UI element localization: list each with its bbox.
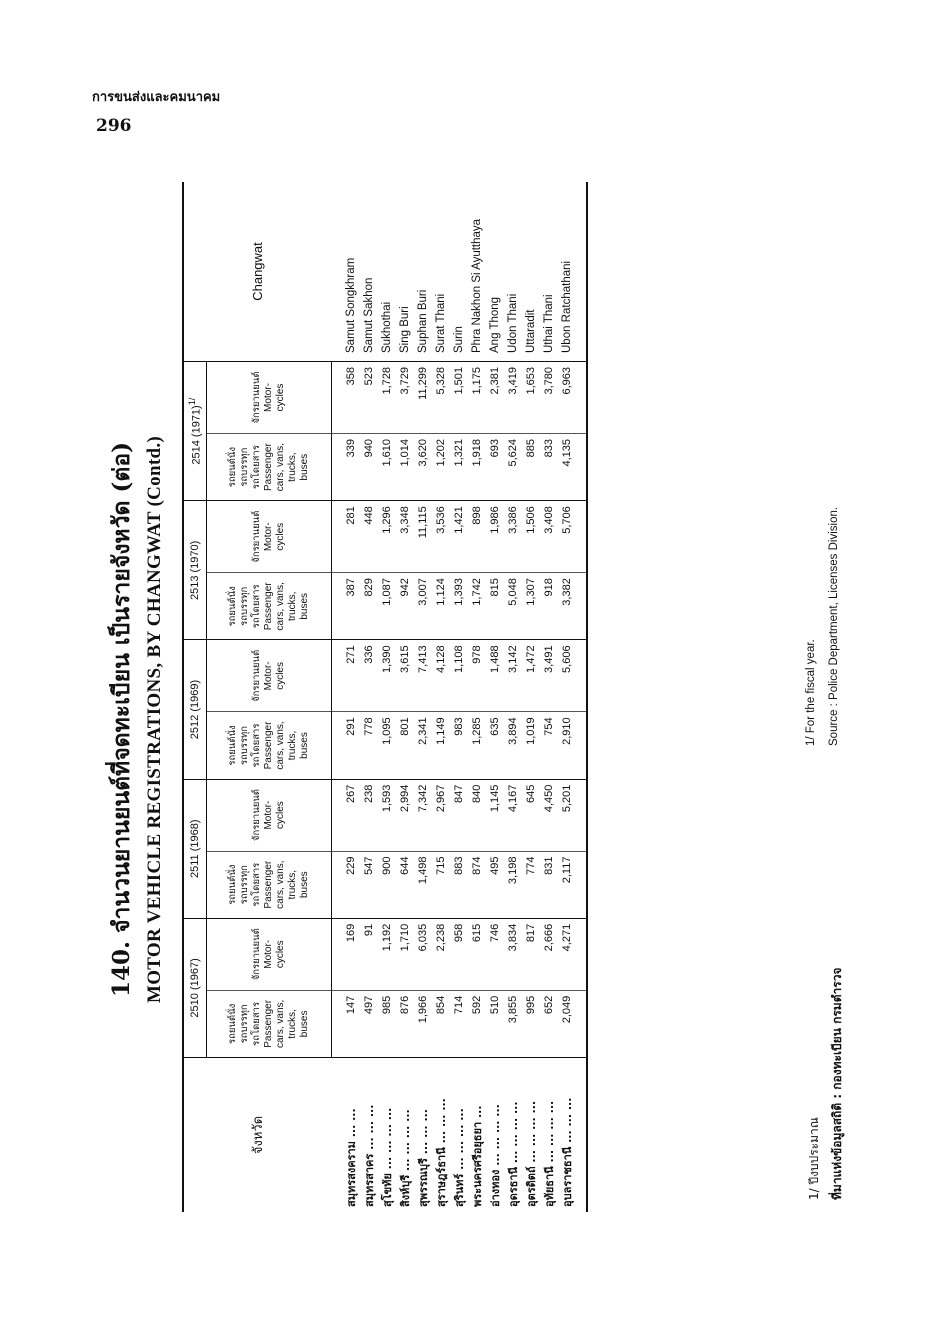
header-motorcycles-en-2: cycles	[275, 940, 286, 969]
motorcycles-value: 3,536	[432, 501, 450, 573]
header-passenger-cars-en-2: cars, vans,	[275, 582, 286, 631]
motorcycles-value: 3,780	[540, 362, 558, 434]
changwat-english-name: Surat Thani	[432, 182, 450, 362]
header-motorcycles-en-1: Motor-	[263, 383, 274, 412]
passenger-cars-value: 885	[522, 433, 540, 500]
passenger-cars-value: 1,095	[378, 712, 396, 779]
header-passenger-cars-en-4: buses	[299, 871, 310, 899]
changwat-thai-name: สุราษฎร์ธานี ... ... ...	[434, 1098, 448, 1207]
passenger-cars-value: 693	[486, 433, 504, 500]
table-row	[486, 182, 504, 1212]
header-motorcycles-en-1: Motor-	[263, 939, 274, 969]
motorcycles-value: 1,472	[522, 640, 540, 712]
header-motorcycles-thai: จักรยานยนต์	[251, 928, 262, 981]
motorcycles-value: 1,501	[450, 362, 468, 434]
passenger-cars-value: 2,910	[558, 712, 587, 779]
motorcycles-value: 1,421	[450, 501, 468, 573]
passenger-cars-value: 833	[540, 433, 558, 500]
header-passenger-cars-thai-2: รถบรรทุก	[239, 447, 250, 487]
header-passenger-cars-thai-1: รถยนต์นั่ง	[227, 725, 238, 766]
header-motorcycles	[207, 362, 332, 434]
header-passenger-cars-en-1: Passenger	[263, 582, 274, 631]
table-row	[332, 182, 360, 1212]
header-motorcycles-en-2: cycles	[275, 522, 286, 551]
motorcycles-value: 840	[468, 779, 486, 851]
header-passenger-cars-en-3: trucks,	[287, 869, 298, 900]
passenger-cars-value: 547	[360, 851, 378, 918]
table-row	[378, 182, 396, 1212]
motorcycles-value: 5,201	[558, 779, 587, 851]
motorcycles-value: 1,108	[450, 640, 468, 712]
header-passenger-cars-en-2: cars, vans,	[275, 442, 286, 492]
passenger-cars-value: 801	[396, 712, 414, 779]
header-year-1967: 2510 (1967)	[183, 918, 207, 1057]
header-year-1969: 2512 (1969)	[183, 640, 207, 779]
changwat-english-name: Uthai Thani	[540, 182, 558, 362]
header-passenger-cars-en-4: buses	[299, 1010, 310, 1038]
passenger-cars-value: 4,135	[558, 433, 587, 500]
passenger-cars-value: 1,149	[432, 712, 450, 779]
passenger-cars-value: 3,198	[504, 851, 522, 918]
passenger-cars-value: 1,285	[468, 712, 486, 779]
motorcycles-value: 5,706	[558, 501, 587, 573]
motorcycles-value: 1,296	[378, 501, 396, 573]
header-passenger-cars-thai-2: รถบรรทุก	[239, 1004, 250, 1044]
header-passenger-cars-thai-3: รถโดยสาร	[251, 1001, 262, 1046]
passenger-cars-value: 831	[540, 851, 558, 918]
changwat-english-name: Surin	[450, 182, 468, 362]
header-motorcycles-en-1: Motor-	[263, 522, 274, 552]
header-motorcycles-thai: จักรยานยนต์	[251, 789, 262, 842]
header-motorcycles-en-2: cycles	[275, 383, 286, 412]
motorcycles-value: 3,408	[540, 501, 558, 573]
motorcycles-value: 746	[486, 918, 504, 990]
passenger-cars-value: 387	[332, 573, 360, 640]
passenger-cars-value: 147	[332, 990, 360, 1057]
header-motorcycles	[207, 779, 332, 851]
motorcycles-value: 169	[332, 918, 360, 990]
passenger-cars-value: 942	[396, 573, 414, 640]
motorcycles-value: 817	[522, 918, 540, 990]
header-motorcycles-en-1: Motor-	[263, 800, 274, 830]
header-motorcycles	[207, 501, 332, 573]
motorcycles-value: 4,271	[558, 918, 587, 990]
motorcycles-value: 3,348	[396, 501, 414, 573]
header-passenger-cars-en-1: Passenger	[263, 443, 274, 492]
motorcycles-value: 281	[332, 501, 360, 573]
changwat-thai-name: สุโขทัย ... ... ... ...	[380, 1107, 394, 1207]
motorcycles-value: 1,710	[396, 918, 414, 990]
motorcycles-value: 1,192	[378, 918, 396, 990]
motorcycles-value: 448	[360, 501, 378, 573]
header-passenger-cars-en-1: Passenger	[263, 860, 274, 909]
passenger-cars-value: 983	[450, 712, 468, 779]
motorcycles-value: 2,666	[540, 918, 558, 990]
passenger-cars-value: 592	[468, 990, 486, 1057]
passenger-cars-value: 883	[450, 851, 468, 918]
header-passenger-cars-en-3: trucks,	[287, 730, 298, 761]
motorcycles-value: 523	[360, 362, 378, 434]
passenger-cars-value: 774	[522, 851, 540, 918]
motorcycles-value: 3,142	[504, 640, 522, 712]
motorcycles-value: 958	[450, 918, 468, 990]
header-passenger-cars-thai-1: รถยนต์นั่ง	[227, 1003, 238, 1044]
table-row	[396, 182, 414, 1212]
passenger-cars-value: 3,007	[414, 573, 432, 640]
table-body	[332, 182, 587, 1212]
motorcycles-value: 7,342	[414, 779, 432, 851]
passenger-cars-value: 1,321	[450, 433, 468, 500]
header-motorcycles-en-2: cycles	[275, 801, 286, 829]
header-motorcycles-en-2: cycles	[275, 662, 286, 690]
motorcycles-value: 5,328	[432, 362, 450, 434]
changwat-thai-name: อุดรธานี ... ... ... ...	[506, 1101, 520, 1207]
header-motorcycles-thai: จักรยานยนต์	[251, 510, 262, 563]
header-motorcycles	[207, 640, 332, 712]
passenger-cars-value: 940	[360, 433, 378, 500]
fiscal-year-footnote-mark: 1/	[187, 397, 198, 406]
motorcycles-value: 978	[468, 640, 486, 712]
header-passenger-cars-thai-1: รถยนต์นั่ง	[227, 447, 238, 488]
passenger-cars-value: 1,087	[378, 573, 396, 640]
changwat-english-name: Udon Thani	[504, 182, 522, 362]
passenger-cars-value: 754	[540, 712, 558, 779]
header-passenger-cars	[207, 573, 332, 640]
motorcycles-value: 4,167	[504, 779, 522, 851]
header-changwat-english: Changwat	[183, 182, 332, 362]
section-heading: การขนส่งและคมนาคม	[92, 90, 221, 105]
passenger-cars-value: 497	[360, 990, 378, 1057]
motorcycles-value: 1,390	[378, 640, 396, 712]
passenger-cars-value: 1,307	[522, 573, 540, 640]
motorcycles-value: 3,729	[396, 362, 414, 434]
page-number: 296	[96, 116, 132, 136]
header-year-1970: 2513 (1970)	[183, 501, 207, 640]
header-passenger-cars-en-2: cars, vans,	[275, 721, 286, 770]
motorcycles-value: 3,419	[504, 362, 522, 434]
motorcycles-value: 267	[332, 779, 360, 851]
passenger-cars-value: 715	[432, 851, 450, 918]
changwat-thai-name: สุพรรณบุรี ... ... ...	[416, 1109, 430, 1207]
changwat-english-name: Ang Thong	[486, 182, 504, 362]
passenger-cars-value: 714	[450, 990, 468, 1057]
table-row	[360, 182, 378, 1212]
passenger-cars-value: 635	[486, 712, 504, 779]
motorcycles-value: 2,381	[486, 362, 504, 434]
header-passenger-cars	[207, 433, 332, 500]
header-year-1971	[183, 362, 207, 501]
changwat-thai-name: สมุทรสงคราม ... ...	[344, 1108, 358, 1207]
header-passenger-cars-thai-3: รถโดยสาร	[251, 584, 262, 629]
passenger-cars-value: 1,742	[468, 573, 486, 640]
motorcycles-value: 1,653	[522, 362, 540, 434]
motorcycles-value: 11,299	[414, 362, 432, 434]
motorcycles-value: 11,115	[414, 501, 432, 573]
header-passenger-cars-thai-3: รถโดยสาร	[251, 445, 262, 490]
motorcycles-value: 1,145	[486, 779, 504, 851]
header-passenger-cars-en-3: trucks,	[287, 591, 298, 622]
source-english: Source : Police Department, Licenses Division.	[828, 506, 840, 746]
changwat-thai-name: อุบลราชธานี ... ... ...	[558, 1058, 587, 1213]
motorcycles-value: 238	[360, 779, 378, 851]
footnote-english: 1/ For the fiscal year.	[805, 639, 817, 746]
passenger-cars-value: 291	[332, 712, 360, 779]
passenger-cars-value: 3,855	[504, 990, 522, 1057]
title-thai: 140. จำนวนยานยนต์ที่จดทะเบียน เป็นรายจังหวัด (ต่อ)	[108, 442, 135, 997]
passenger-cars-value: 5,624	[504, 433, 522, 500]
motorcycles-value: 271	[332, 640, 360, 712]
changwat-thai-name: สุรินทร์ ... ... ... ...	[452, 1108, 466, 1207]
header-motorcycles-en-1: Motor-	[263, 661, 274, 691]
passenger-cars-value: 985	[378, 990, 396, 1057]
header-passenger-cars-thai-2: รถบรรทุก	[239, 865, 250, 905]
motorcycles-value: 1,506	[522, 501, 540, 573]
passenger-cars-value: 900	[378, 851, 396, 918]
header-motorcycles-thai: จักรยานยนต์	[251, 649, 262, 702]
passenger-cars-value: 3,620	[414, 433, 432, 500]
motorcycles-value: 358	[332, 362, 360, 434]
changwat-english-name: Samut Sakhon	[360, 182, 378, 362]
passenger-cars-value: 644	[396, 851, 414, 918]
motorcycles-value: 1,593	[378, 779, 396, 851]
changwat-thai-name: อุทัยธานี ... ... ... ...	[542, 1100, 556, 1207]
table-row	[540, 182, 558, 1212]
passenger-cars-value: 1,019	[522, 712, 540, 779]
passenger-cars-value: 229	[332, 851, 360, 918]
changwat-thai-name: อุตรดิตถ์ ... ... ... ...	[524, 1100, 538, 1207]
header-year-1968: 2511 (1968)	[183, 779, 207, 918]
motorcycles-value: 3,491	[540, 640, 558, 712]
passenger-cars-value: 815	[486, 573, 504, 640]
motorcycles-value: 7,413	[414, 640, 432, 712]
motorcycles-value: 1,175	[468, 362, 486, 434]
motorcycles-value: 615	[468, 918, 486, 990]
passenger-cars-value: 829	[360, 573, 378, 640]
table-row	[432, 182, 450, 1212]
header-passenger-cars	[207, 851, 332, 918]
passenger-cars-value: 995	[522, 990, 540, 1057]
header-passenger-cars-en-1: Passenger	[263, 721, 274, 770]
changwat-english-name: Sukhothai	[378, 182, 396, 362]
changwat-thai-name: สมุทรสาคร ... ... ...	[362, 1104, 376, 1207]
table-row	[558, 182, 587, 1212]
header-passenger-cars-thai-2: รถบรรทุก	[239, 725, 250, 766]
header-motorcycles	[207, 918, 332, 990]
passenger-cars-value: 1,124	[432, 573, 450, 640]
header-passenger-cars-thai-3: รถโดยสาร	[251, 723, 262, 768]
header-passenger-cars-en-2: cars, vans,	[275, 999, 286, 1049]
passenger-cars-value: 495	[486, 851, 504, 918]
motorcycles-value: 1,488	[486, 640, 504, 712]
changwat-english-name: Sing Buri	[396, 182, 414, 362]
passenger-cars-value: 854	[432, 990, 450, 1057]
motorcycles-value: 2,994	[396, 779, 414, 851]
table-row	[468, 182, 486, 1212]
changwat-english-name: Samut Songkhram	[332, 182, 360, 362]
footnote-thai: 1/ ปีงบประมาณ	[807, 1117, 821, 1200]
changwat-english-name: Phra Nakhon Si Ayutthaya	[468, 182, 486, 362]
motorcycles-value: 1,728	[378, 362, 396, 434]
passenger-cars-value: 1,014	[396, 433, 414, 500]
passenger-cars-value: 652	[540, 990, 558, 1057]
header-passenger-cars-thai-2: รถบรรทุก	[239, 586, 250, 626]
header-passenger-cars-en-3: trucks,	[287, 1009, 298, 1039]
header-passenger-cars-en-4: buses	[299, 592, 310, 620]
passenger-cars-value: 3,894	[504, 712, 522, 779]
table-row	[450, 182, 468, 1212]
header-motorcycles-thai: จักรยานยนต์	[251, 371, 262, 424]
motorcycles-value: 3,386	[504, 501, 522, 573]
motorcycles-value: 91	[360, 918, 378, 990]
motorcycles-value: 5,606	[558, 640, 587, 712]
changwat-english-name: Ubon Ratchathani	[558, 182, 587, 362]
header-passenger-cars-en-4: buses	[299, 732, 310, 759]
motorcycles-value: 1,986	[486, 501, 504, 573]
table-row	[504, 182, 522, 1212]
passenger-cars-value: 918	[540, 573, 558, 640]
motorcycles-value: 3,834	[504, 918, 522, 990]
passenger-cars-value: 510	[486, 990, 504, 1057]
passenger-cars-value: 1,498	[414, 851, 432, 918]
table-row	[522, 182, 540, 1212]
changwat-thai-name: สิงห์บุรี ... ... ... ...	[398, 1109, 412, 1207]
header-passenger-cars-en-2: cars, vans,	[275, 860, 286, 909]
motorcycles-value: 4,450	[540, 779, 558, 851]
changwat-thai-name: พระนครศรีอยุธยา ...	[470, 1105, 484, 1207]
motorcycles-value: 4,128	[432, 640, 450, 712]
header-year-1971-label: 2514 (1971)	[190, 405, 203, 465]
passenger-cars-value: 876	[396, 990, 414, 1057]
motorcycles-value: 645	[522, 779, 540, 851]
changwat-english-name: Suphan Buri	[414, 182, 432, 362]
motorcycles-value: 6,035	[414, 918, 432, 990]
passenger-cars-value: 5,048	[504, 573, 522, 640]
passenger-cars-value: 1,393	[450, 573, 468, 640]
table-row	[414, 182, 432, 1212]
passenger-cars-value: 3,382	[558, 573, 587, 640]
passenger-cars-value: 2,049	[558, 990, 587, 1057]
header-passenger-cars-en-1: Passenger	[263, 999, 274, 1048]
passenger-cars-value: 2,117	[558, 851, 587, 918]
passenger-cars-value: 874	[468, 851, 486, 918]
passenger-cars-value: 2,341	[414, 712, 432, 779]
passenger-cars-value: 1,966	[414, 990, 432, 1057]
header-passenger-cars	[207, 990, 332, 1057]
motorcycles-value: 2,967	[432, 779, 450, 851]
registrations-table	[182, 182, 588, 1212]
passenger-cars-value: 1,202	[432, 433, 450, 500]
motorcycles-value: 3,615	[396, 640, 414, 712]
header-passenger-cars-thai-1: รถยนต์นั่ง	[227, 586, 238, 627]
changwat-english-name: Uttaradit	[522, 182, 540, 362]
header-passenger-cars-thai-1: รถยนต์นั่ง	[227, 864, 238, 905]
title-english: MOTOR VEHICLE REGISTRATIONS, BY CHANGWAT (Contd.)	[144, 435, 165, 1004]
changwat-thai-name: อ่างทอง ... ... ... ...	[488, 1104, 502, 1207]
passenger-cars-value: 339	[332, 433, 360, 500]
header-changwat-thai: จังหวัด	[183, 1058, 332, 1213]
header-passenger-cars-en-4: buses	[299, 453, 310, 481]
motorcycles-value: 847	[450, 779, 468, 851]
motorcycles-value: 336	[360, 640, 378, 712]
source-thai: ที่มาแห่งข้อมูลสถิติ : กองทะเบียน กรมตำรวจ	[830, 967, 844, 1200]
passenger-cars-value: 778	[360, 712, 378, 779]
motorcycles-value: 6,963	[558, 362, 587, 434]
header-passenger-cars-thai-3: รถโดยสาร	[251, 862, 262, 907]
passenger-cars-value: 1,918	[468, 433, 486, 500]
rotated-table-sheet	[82, 177, 922, 1262]
header-passenger-cars-en-3: trucks,	[287, 452, 298, 482]
header-passenger-cars	[207, 712, 332, 779]
motorcycles-value: 898	[468, 501, 486, 573]
passenger-cars-value: 1,610	[378, 433, 396, 500]
motorcycles-value: 2,238	[432, 918, 450, 990]
